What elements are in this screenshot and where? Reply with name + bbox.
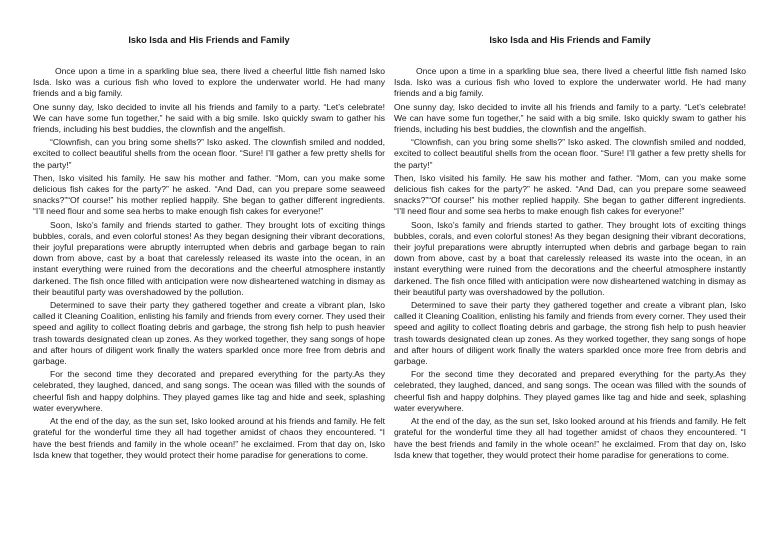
paragraph: Once upon a time in a sparkling blue sea, there lived a cheerful little fish named Isko Isda. Isko was a curious fish who loved to explore the underwater world. He had many friends and a big family. <box>33 66 385 99</box>
paragraph: Then, Isko visited his family. He saw his mother and father. “Mom, can you make some delicious fish cakes for the party?” he asked. “And Dad, can you prepare some seaweed snacks?”“Of course!” his mother replied happily. She began to gather different ingredients. “I’ll need flour and some sea herbs to make enough fish cakes for everyone!” <box>394 172 746 217</box>
paragraph: At the end of the day, as the sun set, Isko looked around at his friends and family. He felt grateful for the wonderful time they all had together amidst of chaos they encountered. “I have the best friends and family in the whole ocean!” he exclaimed. From that day on, Isko Isda knew that together, they would protect their home paradise for generations to come. <box>33 416 385 460</box>
paragraph: One sunny day, Isko decided to invite all his friends and family to a party. “Let’s celebrate! We can have some fun together,” he said with a big smile. Isko quickly swam to gather his friends, including his best buddies, the clownfish and the angelfish. <box>394 101 746 135</box>
paragraph: “Clownfish, can you bring some shells?” Isko asked. The clownfish smiled and nodded, excited to collect beautiful shells from the ocean floor. “Sure! I’ll gather a few pretty shells for the party!” <box>33 137 385 170</box>
right-column <box>394 34 746 463</box>
paragraph: Determined to save their party they gathered together and create a vibrant plan, Isko called it Cleaning Coalition, enlisting his family and friends from every corner. They used their speed and agility to collect floating debris and garbage, the strong fish help to push heavier trash towards designated clean up zones. As they worked together, they sang songs of hope and after hours of diligent work finally the waters sparkled once more free from debris and garbage. <box>394 300 746 367</box>
paragraph: Then, Isko visited his family. He saw his mother and father. “Mom, can you make some delicious fish cakes for the party?” he asked. “And Dad, can you prepare some seaweed snacks?”“Of course!” his mother replied happily. She began to gather different ingredients. “I’ll need flour and some sea herbs to make enough fish cakes for everyone!” <box>33 172 385 217</box>
left-column <box>33 34 385 463</box>
paragraph: For the second time they decorated and prepared everything for the party.As they celebrated, they laughed, danced, and sang songs. The ocean was filled with the sounds of cheerful fish and happy dolphins. They played games like tag and hide and seek, splashing water everywhere. <box>394 369 746 413</box>
paragraph: Soon, Isko’s family and friends started to gather. They brought lots of exciting things bubbles, corals, and even colorful stones! As they began designing their vibrant decorations, their joyful preparations were abruptly interrupted when debris and garbage began to rain down from above, cast by a boat that carelessly released its waste into the ocean, in an instant everything were ruined from the decorations and the cheerful atmosphere instantly darkened. The fish once filled with anticipation were now disheartened watching in dismay as their beautiful party was overshadowed by the pollution. <box>394 219 746 297</box>
paragraph: At the end of the day, as the sun set, Isko looked around at his friends and family. He felt grateful for the wonderful time they all had together amidst of chaos they encountered. “I have the best friends and family in the whole ocean!” he exclaimed. From that day on, Isko Isda knew that together, they would protect their home paradise for generations to come. <box>394 416 746 460</box>
paragraph: One sunny day, Isko decided to invite all his friends and family to a party. “Let’s celebrate! We can have some fun together,” he said with a big smile. Isko quickly swam to gather his friends, including his best buddies, the clownfish and the angelfish. <box>33 101 385 135</box>
paragraph: Determined to save their party they gathered together and create a vibrant plan, Isko called it Cleaning Coalition, enlisting his family and friends from every corner. They used their speed and agility to collect floating debris and garbage, the strong fish help to push heavier trash towards designated clean up zones. As they worked together, they sang songs of hope and after hours of diligent work finally the waters sparkled once more free from debris and garbage. <box>33 300 385 367</box>
paragraph: For the second time they decorated and prepared everything for the party.As they celebrated, they laughed, danced, and sang songs. The ocean was filled with the sounds of cheerful fish and happy dolphins. They played games like tag and hide and seek, splashing water everywhere. <box>33 369 385 413</box>
paragraph: “Clownfish, can you bring some shells?” Isko asked. The clownfish smiled and nodded, excited to collect beautiful shells from the ocean floor. “Sure! I’ll gather a few pretty shells for the party!” <box>394 137 746 170</box>
page-title: Isko Isda and His Friends and Family <box>489 35 651 45</box>
page-title: Isko Isda and His Friends and Family <box>128 35 290 45</box>
paragraph: Soon, Isko’s family and friends started to gather. They brought lots of exciting things bubbles, corals, and even colorful stones! As they began designing their vibrant decorations, their joyful preparations were abruptly interrupted when debris and garbage began to rain down from above, cast by a boat that carelessly released its waste into the ocean, in an instant everything were ruined from the decorations and the cheerful atmosphere instantly darkened. The fish once filled with anticipation were now disheartened watching in dismay as their beautiful party was overshadowed by the pollution. <box>33 219 385 297</box>
paragraph: Once upon a time in a sparkling blue sea, there lived a cheerful little fish named Isko Isda. Isko was a curious fish who loved to explore the underwater world. He had many friends and a big family. <box>394 66 746 99</box>
